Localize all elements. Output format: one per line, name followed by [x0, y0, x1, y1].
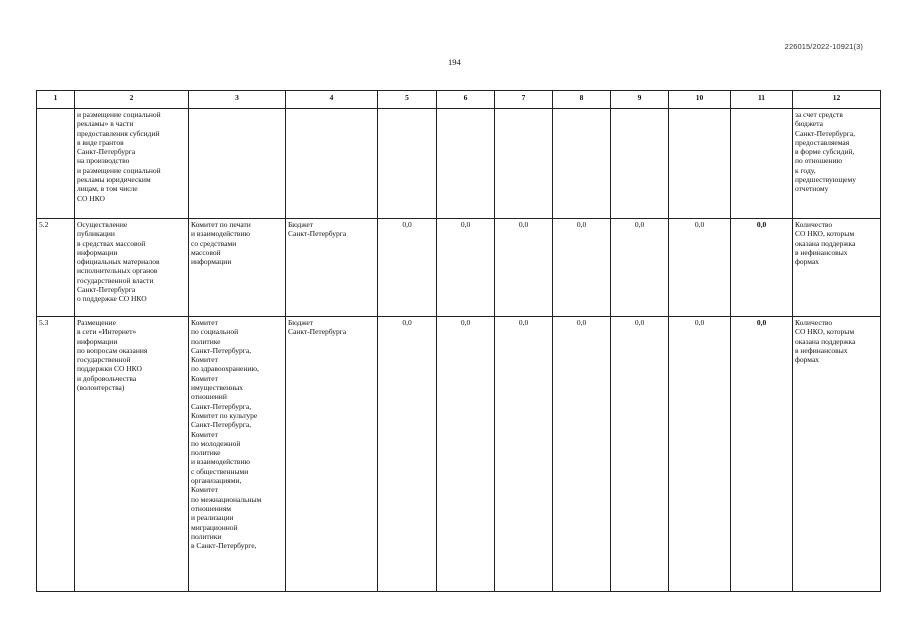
activity-name: Осуществление публикации в средствах массовой информации официальных материалов исполнительных органов государственной власти Санкт-Петербурга о поддержке СО НКО — [75, 219, 189, 317]
value-cell — [611, 109, 669, 219]
column-header: 7 — [495, 91, 553, 109]
column-header: 10 — [669, 91, 731, 109]
funding-source: Бюджет Санкт-Петербурга — [286, 219, 378, 317]
value-cell — [495, 109, 553, 219]
page-number: 194 — [448, 57, 461, 67]
column-header: 2 — [75, 91, 189, 109]
executor — [189, 109, 286, 219]
value-cell: 0,0 — [495, 219, 553, 317]
value-cell: 0,0 — [611, 317, 669, 592]
value-cell: 0,0 — [378, 219, 437, 317]
executor: Комитет по социальной политике Санкт-Петербурга, Комитет по здравоохранению, Комитет имущественных отношений Санкт-Петербурга, Комитет по культуре Санкт-Петербурга, Комитет по молодежной политике и взаимодействию с общественными организациями, Комитет по межнациональным отношениям и реализации миграционной политики в Санкт-Петербурге, — [189, 317, 286, 592]
value-cell: 0,0 — [378, 317, 437, 592]
value-cell: 0,0 — [495, 317, 553, 592]
value-cell: 0,0 — [669, 317, 731, 592]
value-cell: 0,0 — [437, 317, 495, 592]
column-header: 3 — [189, 91, 286, 109]
value-cell — [553, 109, 611, 219]
column-header: 5 — [378, 91, 437, 109]
funding-source: Бюджет Санкт-Петербурга — [286, 317, 378, 592]
column-header: 9 — [611, 91, 669, 109]
value-cell: 0,0 — [553, 317, 611, 592]
indicator: Количество СО НКО, которым оказана поддержка в нефинансовых формах — [793, 219, 881, 317]
funding-source — [286, 109, 378, 219]
value-cell — [437, 109, 495, 219]
value-cell: 0,0 — [669, 219, 731, 317]
document-id: 226015/2022-10921(3) — [784, 42, 863, 51]
table-row — [37, 317, 881, 592]
table-row — [37, 109, 881, 219]
column-header: 8 — [553, 91, 611, 109]
value-cell: 0,0 — [611, 219, 669, 317]
value-cell — [378, 109, 437, 219]
header-row — [37, 91, 881, 109]
executor: Комитет по печати и взаимодействию со средствами массовой информации — [189, 219, 286, 317]
value-cell: 0,0 — [731, 219, 793, 317]
budget-table — [36, 90, 881, 592]
value-cell: 0,0 — [553, 219, 611, 317]
column-header: 1 — [37, 91, 75, 109]
column-header: 6 — [437, 91, 495, 109]
value-cell: 0,0 — [437, 219, 495, 317]
table-row — [37, 219, 881, 317]
row-index: 5.3 — [37, 317, 75, 592]
activity-name: Размещение в сети «Интернет» информации по вопросам оказания государственной поддержки СО НКО и добровольчества (волонтерства) — [75, 317, 189, 592]
row-index: 5.2 — [37, 219, 75, 317]
value-cell: 0,0 — [731, 317, 793, 592]
column-header: 4 — [286, 91, 378, 109]
row-index — [37, 109, 75, 219]
value-cell — [669, 109, 731, 219]
activity-name: и размещение социальной рекламы» в части предоставления субсидий в виде грантов Санкт-Петербурга на производство и размещение социальной рекламы юридическим лицам, в том числе СО НКО — [75, 109, 189, 219]
indicator: за счет средств бюджета Санкт-Петербурга, предоставляемая в форме субсидий, по отношению к году, предшествующему отчетному — [793, 109, 881, 219]
column-header: 11 — [731, 91, 793, 109]
column-header: 12 — [793, 91, 881, 109]
value-cell — [731, 109, 793, 219]
indicator: Количество СО НКО, которым оказана поддержка в нефинансовых формах — [793, 317, 881, 592]
